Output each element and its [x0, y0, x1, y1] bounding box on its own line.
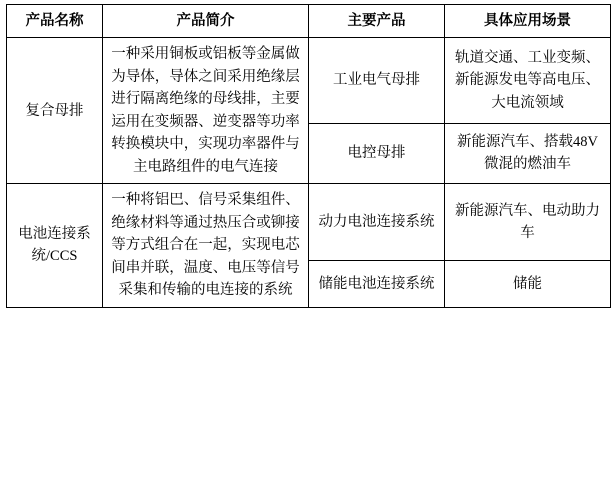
product-desc-ccs: 一种将铝巴、信号采集组件、绝缘材料等通过热压合或铆接等方式组合在一起，实现电芯间串并联，温度、电压等信号采集和传输的电连接的系统: [103, 184, 309, 307]
application-control-busbar: 新能源汽车、搭载48V微混的燃油车: [445, 123, 611, 184]
product-name-ccs: 电池连接系统/CCS: [7, 184, 103, 307]
column-header-application: 具体应用场景: [445, 5, 611, 38]
table-body: [7, 38, 611, 307]
product-overview-table: [6, 4, 611, 308]
table-row: [7, 38, 611, 123]
application-power-battery-ccs: 新能源汽车、电动助力车: [445, 184, 611, 261]
column-header-main-product: 主要产品: [309, 5, 445, 38]
main-product-industrial-busbar: 工业电气母排: [309, 38, 445, 123]
main-product-control-busbar: 电控母排: [309, 123, 445, 184]
table-row: [7, 184, 611, 261]
table-header-row: [7, 5, 611, 38]
column-header-product-desc: 产品简介: [103, 5, 309, 38]
column-header-product-name: 产品名称: [7, 5, 103, 38]
table-header: [7, 5, 611, 38]
main-product-power-battery-ccs: 动力电池连接系统: [309, 184, 445, 261]
application-industrial-busbar: 轨道交通、工业变频、新能源发电等高电压、大电流领域: [445, 38, 611, 123]
application-energy-storage-ccs: 储能: [445, 261, 611, 307]
product-name-busbar: 复合母排: [7, 38, 103, 184]
main-product-energy-storage-ccs: 储能电池连接系统: [309, 261, 445, 307]
product-desc-busbar: 一种采用铜板或铝板等金属做为导体，导体之间采用绝缘层进行隔离绝缘的母线排，主要运用在变频器、逆变器等功率转换模块中，实现功率器件与主电路组件的电气连接: [103, 38, 309, 184]
